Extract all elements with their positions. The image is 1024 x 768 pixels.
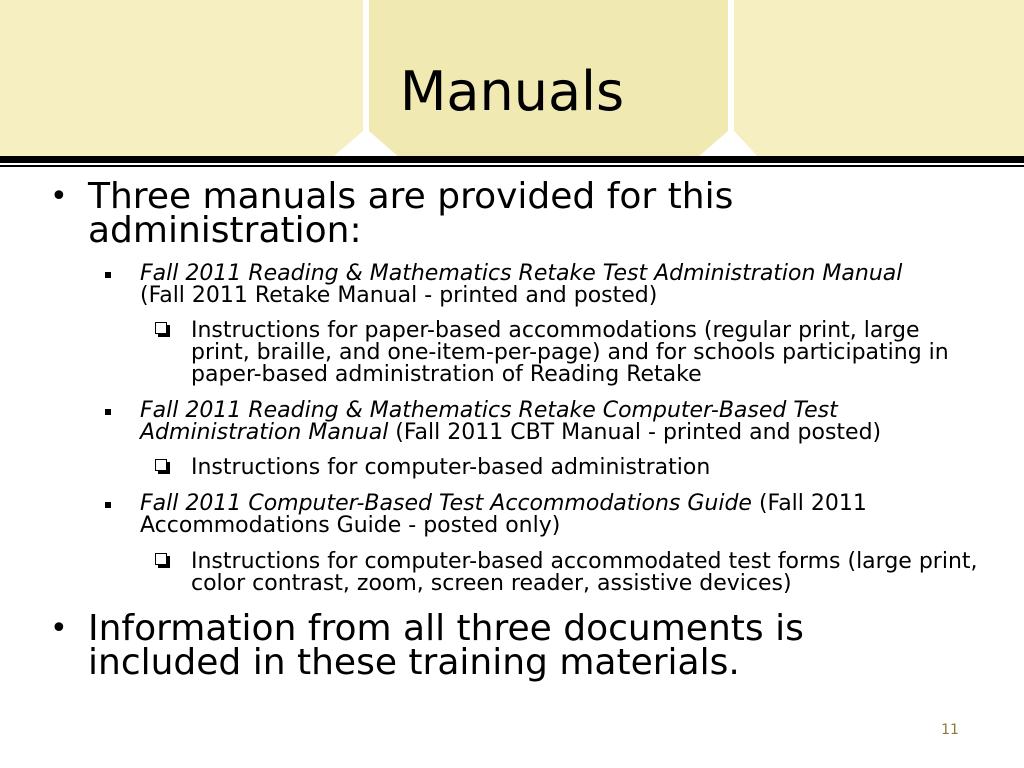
manual-title: Fall 2011 Reading & Mathematics Retake Test Administration Manual <box>140 261 903 286</box>
page-number: 11 <box>941 722 959 738</box>
bullet-text: Three manuals are provided for this administration: <box>88 176 734 251</box>
bullet-manuals-provided <box>50 176 968 251</box>
manual-note: (Fall 2011 Accommodations Guide - posted only) <box>140 491 867 538</box>
manual-note: (Fall 2011 Retake Manual - printed and posted) <box>140 283 658 308</box>
manual-title: Fall 2011 Computer-Based Test Accommodations Guide <box>140 491 752 516</box>
detail-text: Instructions for paper-based accommodations (regular print, large print, braille, and one-item-per-page) and for schools participating in paper-based administration of Reading Retake <box>191 318 949 387</box>
manual-retake-detail <box>191 320 981 386</box>
slide-title: Manuals <box>399 60 625 123</box>
checkbox-bullet-icon <box>155 322 167 334</box>
square-bullet-icon <box>105 502 111 508</box>
manual-accommodations-detail <box>191 551 981 595</box>
manual-cbt <box>140 400 980 444</box>
detail-text: Instructions for computer-based administration <box>191 455 711 480</box>
bullet-text: Information from all three documents is included in these training materials. <box>88 608 804 683</box>
bullet-dot-icon: • <box>50 611 68 646</box>
manual-accommodations-guide <box>140 493 980 537</box>
square-bullet-icon <box>105 272 111 278</box>
manual-title: Fall 2011 Reading & Mathematics Retake Computer-Based Test Administration Manual <box>140 398 838 445</box>
checkbox-bullet-icon <box>155 459 167 471</box>
manual-retake <box>140 263 980 307</box>
checkbox-bullet-icon <box>155 553 167 565</box>
manual-note: (Fall 2011 CBT Manual - printed and posted) <box>388 420 882 445</box>
bullet-training-materials <box>50 608 968 683</box>
manual-cbt-detail <box>191 457 981 479</box>
square-bullet-icon <box>105 409 111 415</box>
detail-text: Instructions for computer-based accommodated test forms (large print, color contrast, zoom, screen reader, assistive devices) <box>191 549 978 596</box>
bullet-dot-icon: • <box>50 179 68 214</box>
